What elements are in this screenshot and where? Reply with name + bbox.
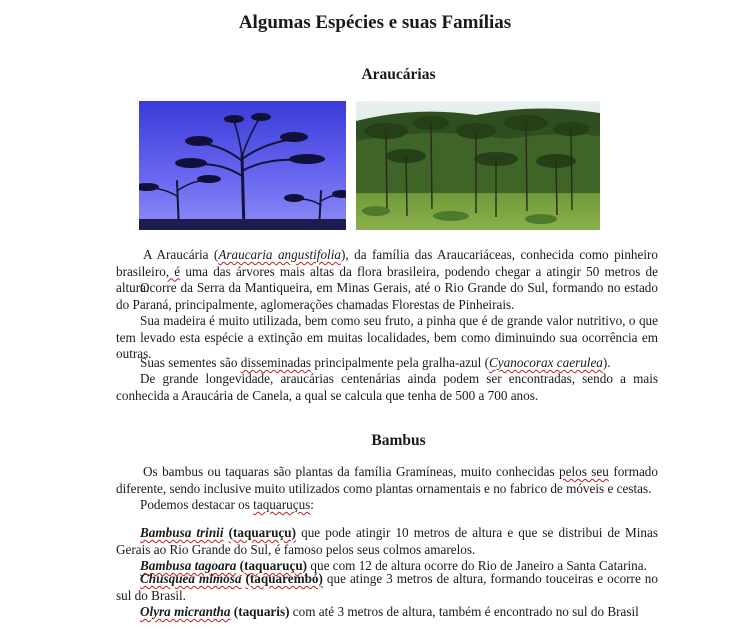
species-entry-olyra-micrantha: Olyra micrantha (taquaris) com até 3 metros de altura, também é encontrado no sul do Brasil bbox=[140, 604, 639, 619]
section-heading-araucarias: Araucárias bbox=[361, 66, 436, 83]
species-entry-bambusa-trinii: Bambusa trinii (taquaruçu) que pode atingir 10 metros de altura e que se distribui de Minas Gerais ao Rio Grande do Sul, é famoso pelos seus colmos amarelos. bbox=[116, 525, 658, 557]
araucaria-silhouette-photo bbox=[139, 101, 346, 230]
scientific-name-araucaria: Araucaria angustifolia bbox=[218, 247, 341, 262]
araucaria-forest-photo bbox=[356, 101, 600, 230]
paragraph-bambus-intro: Os bambus ou taquaras são plantas da família Gramíneas, muito conhecidas pelos seu formado diferente, sendo inclusive muito utilizados como plantas ornamentais e no fabrico de móveis e cestas. bbox=[116, 464, 658, 496]
paragraph-araucaria-seeds: Suas sementes são disseminadas principalmente pela gralha-azul (Cyanocorax caerulea). bbox=[140, 355, 611, 370]
document-title: Algumas Espécies e suas Famílias bbox=[238, 12, 512, 33]
paragraph-araucaria-wood: Sua madeira é muito utilizada, bem como seu fruto, a pinha que é de grande valor nutritivo, o que tem levado esta espécie a extinção em muitas localidades, bem como diminuindo sua ocorrência em outras. bbox=[116, 313, 658, 361]
paragraph-araucaria-occurrence: Ocorre da Serra da Mantiqueira, em Minas Gerais, até o Rio Grande do Sul, formando no estado do Paraná, principalmente, aglomerações chamadas Florestas de Pinheirais. bbox=[116, 280, 658, 312]
paragraph-bambus-highlight: Podemos destacar os taquaruçus: bbox=[140, 497, 314, 512]
section-heading-bambus: Bambus bbox=[371, 432, 426, 449]
species-entry-chusquea-mimosa: Chusquea mimosa (taquarembó) que atinge 3 metros de altura, formando touceiras e ocorre no sul do Brasil. bbox=[116, 571, 658, 603]
paragraph-araucaria-longevity: De grande longevidade, araucárias centenárias ainda podem ser encontradas, sendo a mais conhecida a Araucária de Canela, a qual se calcula que tenha de 500 a 700 anos. bbox=[116, 371, 658, 403]
paragraph-araucaria-intro: A Araucária (Araucaria angustifolia), da família das Araucariáceas, conhecida como pinheiro brasileiro, é uma das árvores mais altas da flora brasileira, podendo chegar a atingir 50 metros de altura. bbox=[116, 247, 659, 295]
species-entry-bambusa-tagoara: Bambusa tagoara (taquaruçu) que com 12 de altura ocorre do Rio de Janeiro a Santa Catarina. bbox=[140, 558, 647, 573]
scientific-name-gralha: Cyanocorax caerulea bbox=[489, 355, 603, 370]
